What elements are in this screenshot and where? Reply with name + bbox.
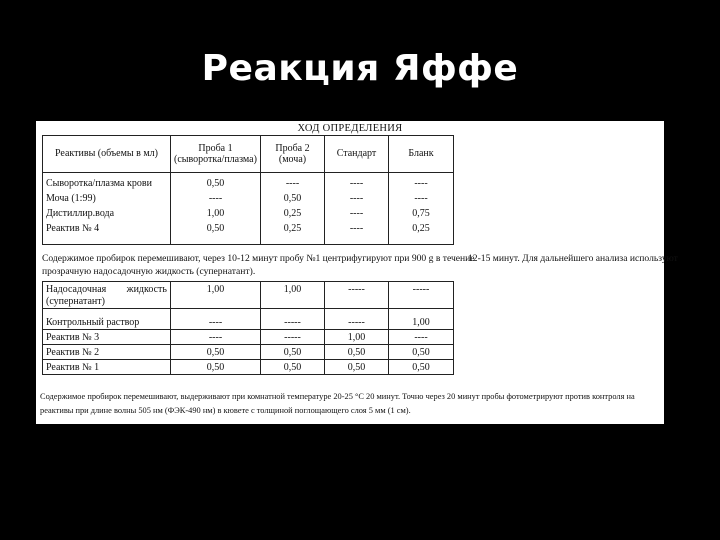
label-part: (супернатант): [46, 296, 105, 307]
cell-value: 0,50: [206, 178, 225, 189]
header-reagents: Реактивы (объемы в мл): [43, 136, 171, 173]
reagent-name: Реактив № 4: [46, 223, 100, 234]
cell-value: 1,00: [171, 282, 261, 309]
header-sample-2: Проба 2 (моча): [261, 136, 325, 173]
scanned-document: [36, 121, 678, 424]
table-row: [43, 173, 454, 245]
instruction-text-2b: реактивы при длине волны 505 нм (ФЭК-490 нм) в кювете с толщиной поглощающего слоя 5 мм (1 см).: [40, 406, 411, 415]
instruction-text-1b: прозрачную надосадочную жидкость (супернатант).: [42, 266, 256, 277]
cell-value: 0,50: [389, 360, 454, 375]
cell-value: 0,25: [283, 208, 302, 219]
cell-value: ----: [389, 330, 454, 345]
reagent-name: Сыворотка/плазма крови: [46, 178, 152, 189]
instruction-text-2: Содержимое пробирок перемешивают, выдерживают при комнатной температуре 20-25 °С 20 минут. Точно через 20 минут пробы фотометрируют против контроля на: [40, 392, 635, 401]
cell-value: ----: [349, 193, 364, 204]
cell-value: -----: [261, 330, 325, 345]
cell-value: 0,50: [171, 360, 261, 375]
cell-value: -----: [325, 309, 389, 330]
procedure-table: [42, 281, 454, 375]
cell-value: 0,50: [261, 360, 325, 375]
cell-value: 0,50: [389, 345, 454, 360]
cell-value: 0,25: [412, 223, 430, 234]
cell-value: 1,00: [325, 330, 389, 345]
slide-title: Реакция Яффе: [201, 48, 519, 89]
cell-value: -----: [261, 309, 325, 330]
reagent-name: Дистиллир.вода: [46, 208, 115, 219]
cell-value: 1,00: [261, 282, 325, 309]
instruction-text-1: Содержимое пробирок перемешивают, через 10-12 минут пробу №1 центрифугируют при 900 g в течение: [42, 253, 475, 264]
cell-value: ----: [414, 193, 428, 204]
cell-value: 1,00: [206, 208, 225, 219]
cell-value: 0,50: [283, 193, 302, 204]
table-row: [43, 330, 454, 345]
sample-1-values: [171, 173, 261, 245]
table-header-row: [43, 136, 454, 173]
sample-2-values: [261, 173, 325, 245]
cell-value: 0,75: [412, 208, 430, 219]
reagents-table: [42, 135, 454, 245]
cell-value: ----: [349, 223, 364, 234]
label-part: жидкость: [126, 284, 167, 295]
cell-value: 0,50: [325, 345, 389, 360]
table-row: [43, 282, 454, 309]
cell-value: 0,25: [283, 223, 302, 234]
cell-value: 0,50: [325, 360, 389, 375]
cell-value: 0,50: [206, 223, 225, 234]
cell-value: ----: [414, 178, 428, 189]
header-sample-1: Проба 1 (сыворотка/плазма): [171, 136, 261, 173]
row-label: Реактив № 1: [43, 360, 171, 375]
cell-value: ----: [349, 208, 364, 219]
table-row: [43, 345, 454, 360]
header-blank: Бланк: [389, 136, 454, 173]
table-row: [43, 360, 454, 375]
cell-value: ----: [171, 330, 261, 345]
cell-value: -----: [325, 282, 389, 309]
table-row: [43, 309, 454, 330]
reagent-name: Моча (1:99): [46, 193, 96, 204]
cell-value: ----: [349, 178, 364, 189]
blank-values: [389, 173, 454, 245]
row-label-supernatant: [43, 282, 171, 309]
cell-value: 1,00: [389, 309, 454, 330]
reagent-list: [43, 173, 171, 245]
cell-value: ----: [285, 178, 300, 189]
label-part: Надосадочная: [46, 284, 107, 295]
cell-value: -----: [389, 282, 454, 309]
cell-value: ----: [208, 193, 223, 204]
row-label: Контрольный раствор: [43, 309, 171, 330]
cell-value: 0,50: [171, 345, 261, 360]
instruction-text-1c: 12-15 минут. Для дальнейшего анализа используют: [468, 253, 678, 264]
row-label: Реактив № 2: [43, 345, 171, 360]
cell-value: ----: [171, 309, 261, 330]
header-standard: Стандарт: [325, 136, 389, 173]
standard-values: [325, 173, 389, 245]
row-label: Реактив № 3: [43, 330, 171, 345]
procedure-heading: ХОД ОПРЕДЕЛЕНИЯ: [297, 123, 403, 134]
cell-value: 0,50: [261, 345, 325, 360]
